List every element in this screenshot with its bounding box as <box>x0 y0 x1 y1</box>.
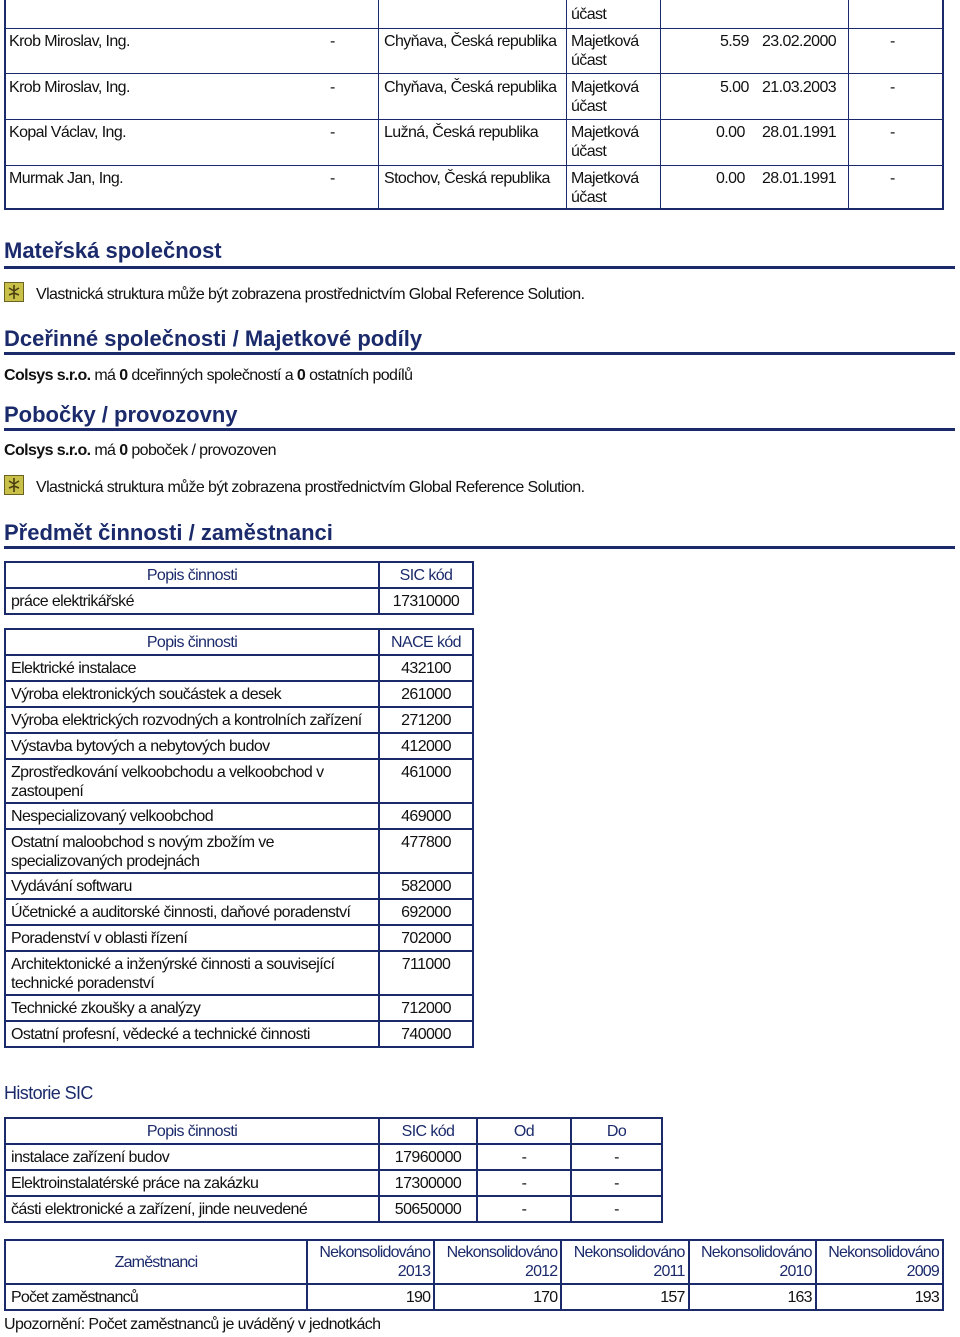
nace-description: Zprostředkování velkoobchodu a velkoobchod v zastoupení <box>5 759 379 803</box>
owner-name: Murmak Jan, Ing. <box>9 170 124 187</box>
history-code: 50650000 <box>379 1196 477 1222</box>
nace-description: Technické zkoušky a analýzy <box>5 995 379 1021</box>
history-header-description: Popis činnosti <box>5 1118 379 1144</box>
global-reference-info: Vlastnická struktura může být zobrazena prostřednictvím Global Reference Solution. <box>36 479 585 496</box>
owner-place: Stochov, Česká republika <box>384 170 550 187</box>
owner-share: 0.00 <box>716 124 745 141</box>
nace-description: Účetnické a auditorské činnosti, daňové poradenství <box>5 899 379 925</box>
employees-header: Zaměstnanci <box>5 1240 307 1284</box>
summary-text: ostatních podílů <box>305 367 413 384</box>
column-label: Nekonsolidováno <box>446 1244 558 1261</box>
subsidiaries-summary <box>4 367 412 385</box>
sic-description: práce elektrikářské <box>5 588 379 614</box>
history-to: - <box>571 1144 662 1170</box>
section-title-parent: Mateřská společnost <box>4 238 222 263</box>
nace-description: Vydávání softwaru <box>5 873 379 899</box>
employees-col-header <box>307 1240 434 1284</box>
owner-type-cont: účast <box>571 6 607 23</box>
owner-type: Majetková <box>571 124 639 141</box>
owner-dash: - <box>330 33 335 50</box>
owner-date: 28.01.1991 <box>762 124 837 141</box>
history-header-from: Od <box>477 1118 571 1144</box>
employees-row-label: Počet zaměstnanců <box>5 1284 307 1310</box>
owner-end: - <box>890 124 895 141</box>
summary-text: dceřinných společností a <box>127 367 297 384</box>
nace-header-description: Popis činnosti <box>5 629 379 655</box>
owner-name: Krob Miroslav, Ing. <box>9 33 130 50</box>
history-code: 17960000 <box>379 1144 477 1170</box>
nace-description: Nespecializovaný velkoobchod <box>5 803 379 829</box>
owner-dash: - <box>330 79 335 96</box>
history-header-to: Do <box>571 1118 662 1144</box>
section-rule <box>4 352 955 355</box>
employee-count: 190 <box>307 1284 434 1310</box>
employees-col-header <box>561 1240 688 1284</box>
column-label: Nekonsolidováno <box>319 1244 431 1261</box>
sic-header-description: Popis činnosti <box>5 562 379 588</box>
sic-header-code: SIC kód <box>379 562 473 588</box>
history-code: 17300000 <box>379 1170 477 1196</box>
nace-description: Architektonické a inženýrské činnosti a související technické poradenství <box>5 951 379 995</box>
branches-summary <box>4 442 276 460</box>
sic-code: 17310000 <box>379 588 473 614</box>
summary-text: má <box>90 367 120 384</box>
employee-count: 157 <box>561 1284 688 1310</box>
nace-description: Poradenství v oblasti řízení <box>5 925 379 951</box>
owner-dash: - <box>330 170 335 187</box>
company-name: Colsys s.r.o. <box>4 367 91 384</box>
nace-code: 261000 <box>379 681 473 707</box>
owner-type: Majetková <box>571 79 639 96</box>
owner-end: - <box>890 33 895 50</box>
section-rule <box>4 546 955 549</box>
nace-description: Výroba elektronických součástek a desek <box>5 681 379 707</box>
subsidiary-count: 0 <box>119 367 128 384</box>
nace-description: Výstavba bytových a nebytových budov <box>5 733 379 759</box>
owner-place: Lužná, Česká republika <box>384 124 539 141</box>
holding-count: 0 <box>296 367 306 384</box>
owner-type-2: účast <box>571 98 607 115</box>
history-to: - <box>571 1196 662 1222</box>
column-year: 2010 <box>779 1263 812 1280</box>
history-description: Elektroinstalatérské práce na zakázku <box>5 1170 379 1196</box>
sic-history-title: Historie SIC <box>4 1083 93 1103</box>
sic-table <box>4 561 474 615</box>
owner-end: - <box>890 79 895 96</box>
global-reference-icon <box>4 475 24 495</box>
employee-count: 193 <box>816 1284 943 1310</box>
history-from: - <box>477 1196 571 1222</box>
summary-text: poboček / provozoven <box>127 442 276 459</box>
sic-history-table <box>4 1117 663 1223</box>
section-title-branches: Pobočky / provozovny <box>4 402 238 427</box>
section-title-activity: Předmět činnosti / zaměstnanci <box>4 520 333 545</box>
history-from: - <box>477 1144 571 1170</box>
branch-count: 0 <box>119 442 128 459</box>
owner-place: Chyňava, Česká republika <box>384 79 557 96</box>
nace-code: 582000 <box>379 873 473 899</box>
nace-description: Elektrické instalace <box>5 655 379 681</box>
column-year: 2009 <box>906 1263 939 1280</box>
owner-type-2: účast <box>571 52 607 69</box>
owner-place: Chyňava, Česká republika <box>384 33 557 50</box>
nace-description: Výroba elektrických rozvodných a kontrolních zařízení <box>5 707 379 733</box>
global-reference-info: Vlastnická struktura může být zobrazena prostřednictvím Global Reference Solution. <box>36 286 585 303</box>
column-label: Nekonsolidováno <box>700 1244 812 1261</box>
column-label: Nekonsolidováno <box>573 1244 685 1261</box>
owner-type: Majetková <box>571 33 639 50</box>
nace-code: 412000 <box>379 733 473 759</box>
nace-code: 692000 <box>379 899 473 925</box>
owner-type-2: účast <box>571 189 607 206</box>
nace-table <box>4 628 474 1048</box>
owner-date: 23.02.2000 <box>762 33 837 50</box>
nace-description: Ostatní profesní, vědecké a technické činnosti <box>5 1021 379 1047</box>
nace-code: 469000 <box>379 803 473 829</box>
employees-col-header <box>434 1240 561 1284</box>
global-reference-icon <box>4 282 24 302</box>
employee-count: 170 <box>434 1284 561 1310</box>
column-year: 2011 <box>653 1263 685 1280</box>
employees-col-header <box>816 1240 943 1284</box>
owner-date: 21.03.2003 <box>762 79 837 96</box>
owner-dash: - <box>330 124 335 141</box>
employees-note: Upozornění: Počet zaměstnanců je uváděný v jednotkách <box>4 1316 381 1333</box>
column-label: Nekonsolidováno <box>828 1244 939 1261</box>
company-name: Colsys s.r.o. <box>4 442 91 459</box>
nace-code: 702000 <box>379 925 473 951</box>
owner-share: 0.00 <box>716 170 745 187</box>
history-header-code: SIC kód <box>379 1118 477 1144</box>
employees-table <box>4 1239 944 1311</box>
nace-code: 477800 <box>379 829 473 873</box>
owner-date: 28.01.1991 <box>762 170 837 187</box>
nace-code: 432100 <box>379 655 473 681</box>
history-to: - <box>571 1170 662 1196</box>
nace-code: 271200 <box>379 707 473 733</box>
owner-type: Majetková <box>571 170 639 187</box>
history-description: instalace zařízení budov <box>5 1144 379 1170</box>
nace-code: 712000 <box>379 995 473 1021</box>
section-rule <box>4 428 955 431</box>
history-from: - <box>477 1170 571 1196</box>
employees-col-header <box>689 1240 816 1284</box>
section-title-subsidiaries: Dceřinné společnosti / Majetkové podíly <box>4 326 423 351</box>
owner-name: Krob Miroslav, Ing. <box>9 79 130 96</box>
owner-type-2: účast <box>571 143 607 160</box>
history-description: části elektronické a zařízení, jinde neuvedené <box>5 1196 379 1222</box>
nace-code: 711000 <box>379 951 473 995</box>
employee-count: 163 <box>689 1284 816 1310</box>
nace-code: 740000 <box>379 1021 473 1047</box>
nace-description: Ostatní maloobchod s novým zbožím ve specializovaných prodejnách <box>5 829 379 873</box>
owner-end: - <box>890 170 895 187</box>
column-year: 2013 <box>397 1263 431 1280</box>
nace-header-code: NACE kód <box>379 629 473 655</box>
owner-name: Kopal Václav, Ing. <box>9 124 126 141</box>
owner-share: 5.59 <box>720 33 749 50</box>
owner-share: 5.00 <box>720 79 749 96</box>
section-rule <box>4 266 955 269</box>
summary-text: má <box>90 442 120 459</box>
nace-code: 461000 <box>379 759 473 803</box>
column-year: 2012 <box>524 1263 558 1280</box>
